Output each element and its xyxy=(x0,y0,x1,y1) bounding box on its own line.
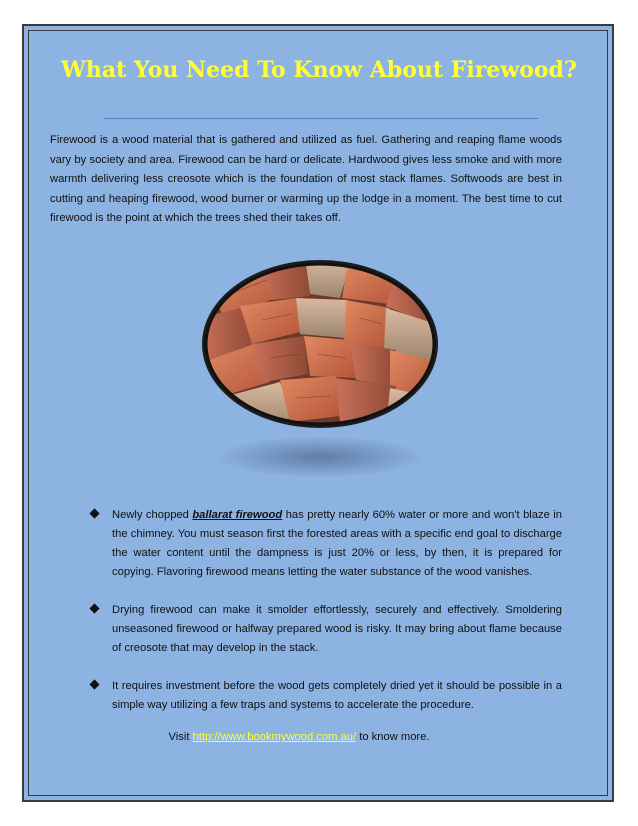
firewood-photo xyxy=(200,258,440,430)
page-title: What You Need To Know About Firewood? xyxy=(61,57,577,83)
bullet-icon xyxy=(90,604,100,614)
bullet-icon xyxy=(90,680,100,690)
list-item xyxy=(72,677,562,715)
footer-line xyxy=(0,731,638,743)
bullet-list xyxy=(72,506,562,734)
list-item xyxy=(72,601,562,658)
list-item xyxy=(72,506,562,582)
title-divider xyxy=(104,118,538,119)
intro-paragraph: Firewood is a wood material that is gathered and utilized as fuel. Gathering and reaping flame woods vary by society and area. Firewood can be hard or delicate. Hardwood gives less smoke and with more warmth delivering less creosote which is the foundation of most stack flames. Softwoods are best in cutting and heaping firewood, wood burner or warming up the lodge in a moment. The best time to cut firewood is the point at which the trees shed their takes off. xyxy=(50,134,562,224)
image-shadow xyxy=(220,437,420,477)
footer-suffix: to know more. xyxy=(356,731,430,743)
bullet-icon xyxy=(90,509,100,519)
bullet-text: Newly chopped xyxy=(112,509,193,521)
bullet-text: has pretty nearly 60% water or more and won't blaze in the chimney. You must season first the forested areas with a specific end goal to discharge the water content until the dampness is just 20% or less, by then, it is prepared for copying. Flavoring firewood means letting the water substance of the wood vanishes. xyxy=(112,509,562,578)
bullet-text: Drying firewood can make it smolder effortlessly, securely and effectively. Smoldering unseasoned firewood or halfway prepared wood is risky. It may bring about flame because of creosote that may develop in the stack. xyxy=(112,604,562,654)
footer-prefix: Visit xyxy=(168,731,193,743)
bullet-text: It requires investment before the wood gets completely dried yet it should be possible in a simple way utilizing a few traps and systems to accelerate the procedure. xyxy=(112,680,562,711)
website-link[interactable]: http://www.bookmywood.com.au/ xyxy=(192,731,357,743)
firewood-image xyxy=(200,258,440,430)
ballarat-firewood-link[interactable]: ballarat firewood xyxy=(192,509,283,521)
